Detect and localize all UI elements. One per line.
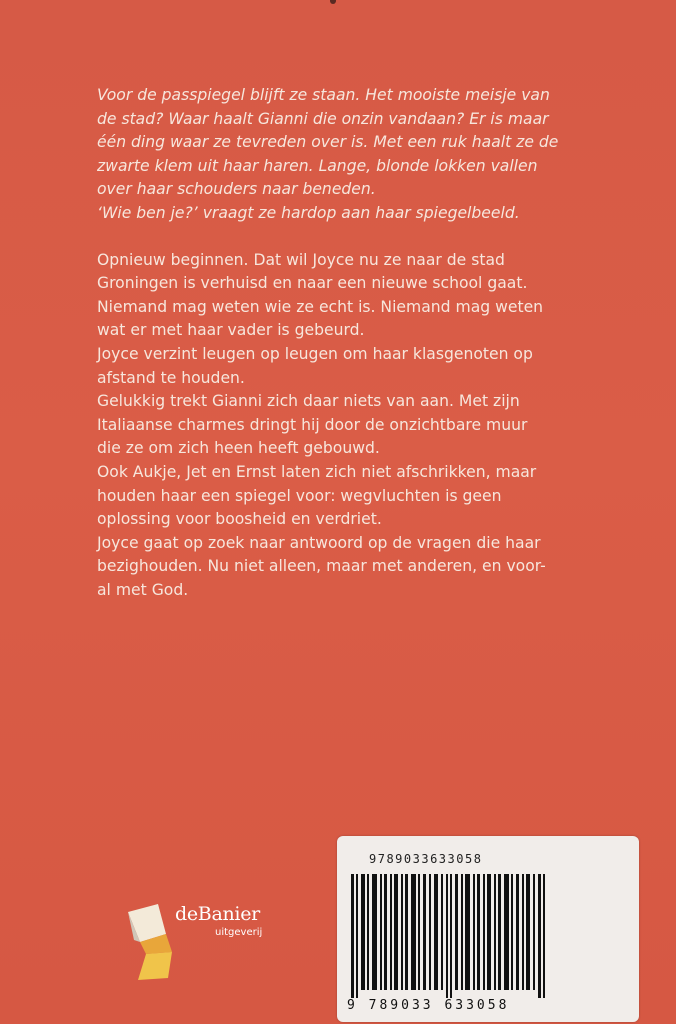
- excerpt-line: Voor de passpiegel blijft ze staan. Het mooiste meisje van: [97, 86, 550, 104]
- summary-line: die ze om zich heen heeft gebouwd.: [97, 439, 380, 458]
- spine-mark: [330, 0, 336, 4]
- summary-line: al met God.: [97, 580, 189, 599]
- summary-line: Opnieuw beginnen. Dat wil Joyce nu ze naar de stad: [97, 250, 505, 269]
- summary-line: Gelukkig trekt Gianni zich daar niets van aan. Met zijn: [97, 392, 520, 411]
- isbn-bottom-text: 9 789033 633058: [347, 998, 510, 1013]
- summary-line: Joyce verzint leugen op leugen om haar klasgenoten op: [97, 344, 533, 363]
- summary-line: Niemand mag weten wie ze echt is. Niemand mag weten: [97, 297, 544, 316]
- publisher-subtitle: uitgeverij: [215, 927, 263, 938]
- summary-line: houden haar een spiegel voor: wegvluchten is geen: [97, 486, 502, 505]
- summary-line: Joyce gaat op zoek naar antwoord op de vragen die haar: [97, 533, 541, 552]
- excerpt-line: één ding waar ze tevreden over is. Met een ruk haalt ze de: [97, 133, 559, 152]
- excerpt-line: zwarte klem uit haar haren. Lange, blonde lokken vallen: [97, 156, 538, 175]
- blurb-text: [97, 84, 617, 602]
- summary-line: Italiaanse charmes dringt hij door de onzichtbare muur: [97, 415, 528, 434]
- barcode-bars: [351, 874, 551, 998]
- summary-line: oplossing voor boosheid en verdriet.: [97, 510, 382, 529]
- summary-line: wat er met haar vader is gebeurd.: [97, 321, 365, 340]
- publisher-logo: [120, 882, 320, 982]
- publisher-name: deBanier: [175, 903, 260, 925]
- summary-paragraph: [97, 249, 617, 603]
- excerpt-line: over haar schouders naar beneden.: [97, 180, 376, 199]
- excerpt-line: de stad? Waar haalt Gianni die onzin vandaan? Er is maar: [97, 109, 549, 128]
- summary-line: bezighouden. Nu niet alleen, maar met anderen, en voor-: [97, 557, 546, 576]
- banier-logo-icon: [120, 882, 180, 982]
- summary-line: afstand te houden.: [97, 368, 245, 387]
- excerpt-line: ‘Wie ben je?’ vraagt ze hardop aan haar spiegelbeeld.: [97, 203, 520, 222]
- barcode-sticker: [337, 836, 639, 1022]
- isbn-top-text: 9789033633058: [369, 852, 483, 866]
- summary-line: Ook Aukje, Jet en Ernst laten zich niet afschrikken, maar: [97, 462, 537, 481]
- summary-line: Groningen is verhuisd en naar een nieuwe school gaat.: [97, 274, 528, 293]
- excerpt-paragraph: [97, 84, 617, 226]
